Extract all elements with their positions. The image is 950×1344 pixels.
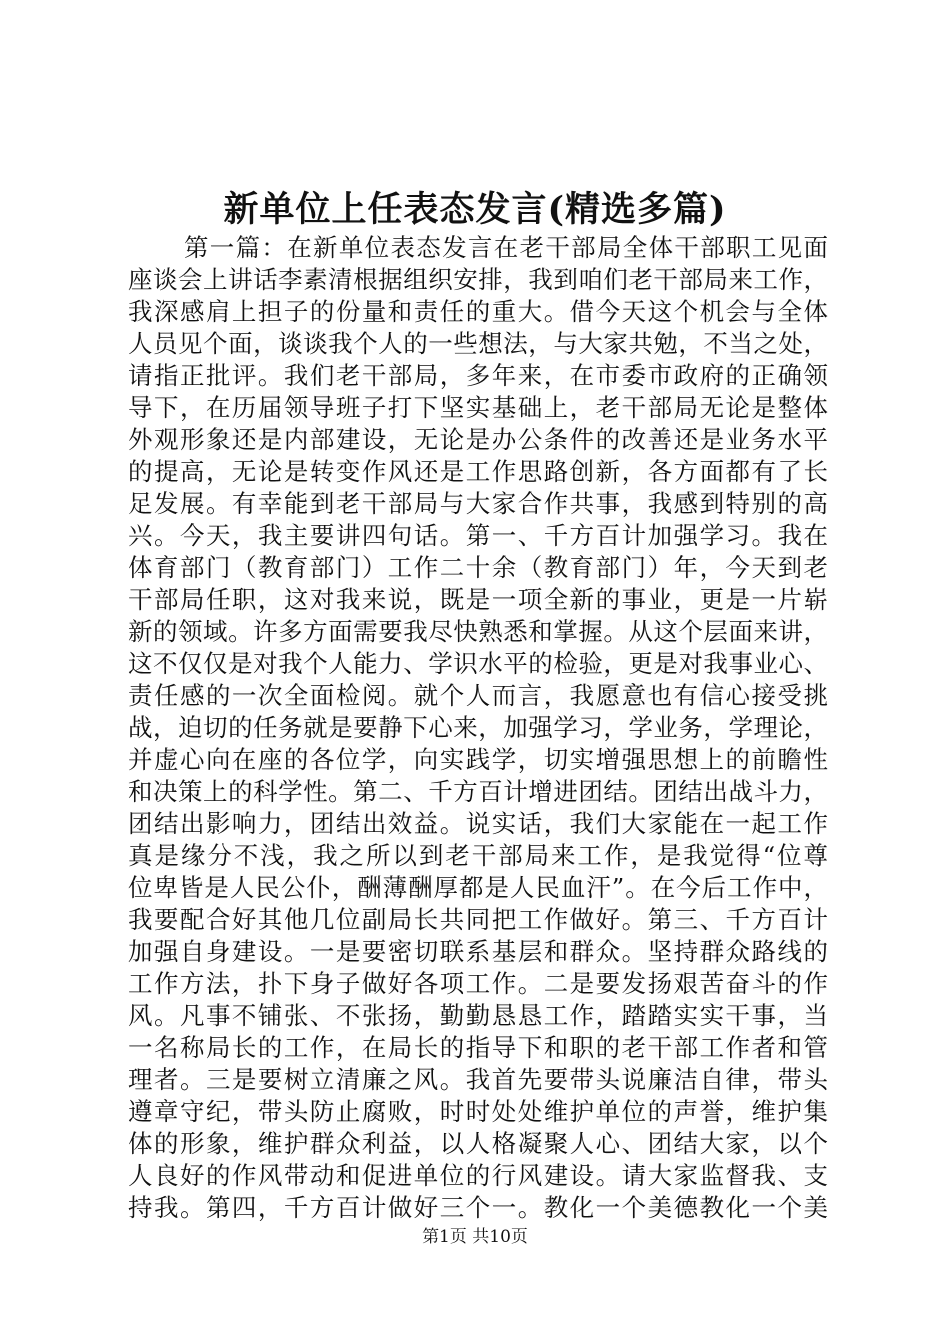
- body-line: 一名称局长的工作，在局长的指导下和职的老干部工作者和管: [128, 1033, 828, 1062]
- page-number-footer: 第1页 共10页: [422, 1227, 528, 1247]
- body-line: 座谈会上讲话李素清根据组织安排，我到咱们老干部局来工作，: [128, 265, 828, 294]
- body-line: 人员见个面，谈谈我个人的一些想法，与大家共勉，不当之处，: [128, 329, 828, 358]
- body-line: 这不仅仅是对我个人能力、学识水平的检验，更是对我事业心、: [128, 649, 828, 678]
- document-body: [128, 232, 828, 1224]
- body-line: 请指正批评。我们老干部局，多年来，在市委市政府的正确领: [128, 361, 828, 390]
- body-line: 我要配合好其他几位副局长共同把工作做好。第三、千方百计: [128, 905, 828, 934]
- body-line: 工作方法，扑下身子做好各项工作。二是要发扬艰苦奋斗的作: [128, 969, 828, 998]
- body-line: 持我。第四，千方百计做好三个一。教化一个美德教化一个美: [128, 1193, 828, 1222]
- body-line: 真是缘分不浅，我之所以到老干部局来工作，是我觉得“位尊: [128, 841, 828, 870]
- body-line: 导下，在历届领导班子打下坚实基础上，老干部局无论是整体: [128, 393, 828, 422]
- body-line: 足发展。有幸能到老干部局与大家合作共事，我感到特别的高: [128, 489, 828, 518]
- body-line: 战，迫切的任务就是要静下心来，加强学习，学业务，学理论，: [128, 713, 828, 742]
- body-line: 兴。今天，我主要讲四句话。第一、千方百计加强学习。我在: [128, 521, 828, 550]
- body-line: 我深感肩上担子的份量和责任的重大。借今天这个机会与全体: [128, 297, 828, 326]
- body-line: 责任感的一次全面检阅。就个人而言，我愿意也有信心接受挑: [128, 681, 828, 710]
- body-line: 并虚心向在座的各位学，向实践学，切实增强思想上的前瞻性: [128, 745, 828, 774]
- document-title: 新单位上任表态发言(精选多篇): [223, 189, 727, 230]
- body-line: 的提高，无论是转变作风还是工作思路创新，各方面都有了长: [128, 457, 828, 486]
- body-line: 第一篇：在新单位表态发言在老干部局全体干部职工见面: [184, 233, 828, 262]
- body-line: 遵章守纪，带头防止腐败，时时处处维护单位的声誉，维护集: [128, 1097, 828, 1126]
- body-line: 外观形象还是内部建设，无论是办公条件的改善还是业务水平: [128, 425, 828, 454]
- body-line: 理者。三是要树立清廉之风。我首先要带头说廉洁自律，带头: [128, 1065, 828, 1094]
- body-line: 加强自身建设。一是要密切联系基层和群众。坚持群众路线的: [128, 937, 828, 966]
- body-line: 新的领域。许多方面需要我尽快熟悉和掌握。从这个层面来讲，: [128, 617, 828, 646]
- body-line: 体的形象，维护群众利益，以人格凝聚人心、团结大家，以个: [128, 1129, 828, 1158]
- body-line: 干部局任职，这对我来说，既是一项全新的事业，更是一片崭: [128, 585, 828, 614]
- body-line: 人良好的作风带动和促进单位的行风建设。请大家监督我、支: [128, 1161, 828, 1190]
- body-line: 位卑皆是人民公仆，酬薄酬厚都是人民血汗”。在今后工作中，: [128, 873, 828, 902]
- body-line: 风。凡事不铺张、不张扬，勤勤恳恳工作，踏踏实实干事，当: [128, 1001, 828, 1030]
- body-line: 体育部门（教育部门）工作二十余（教育部门）年，今天到老: [128, 553, 828, 582]
- body-line: 和决策上的科学性。第二、千方百计增进团结。团结出战斗力，: [128, 777, 828, 806]
- body-line: 团结出影响力，团结出效益。说实话，我们大家能在一起工作: [128, 809, 828, 838]
